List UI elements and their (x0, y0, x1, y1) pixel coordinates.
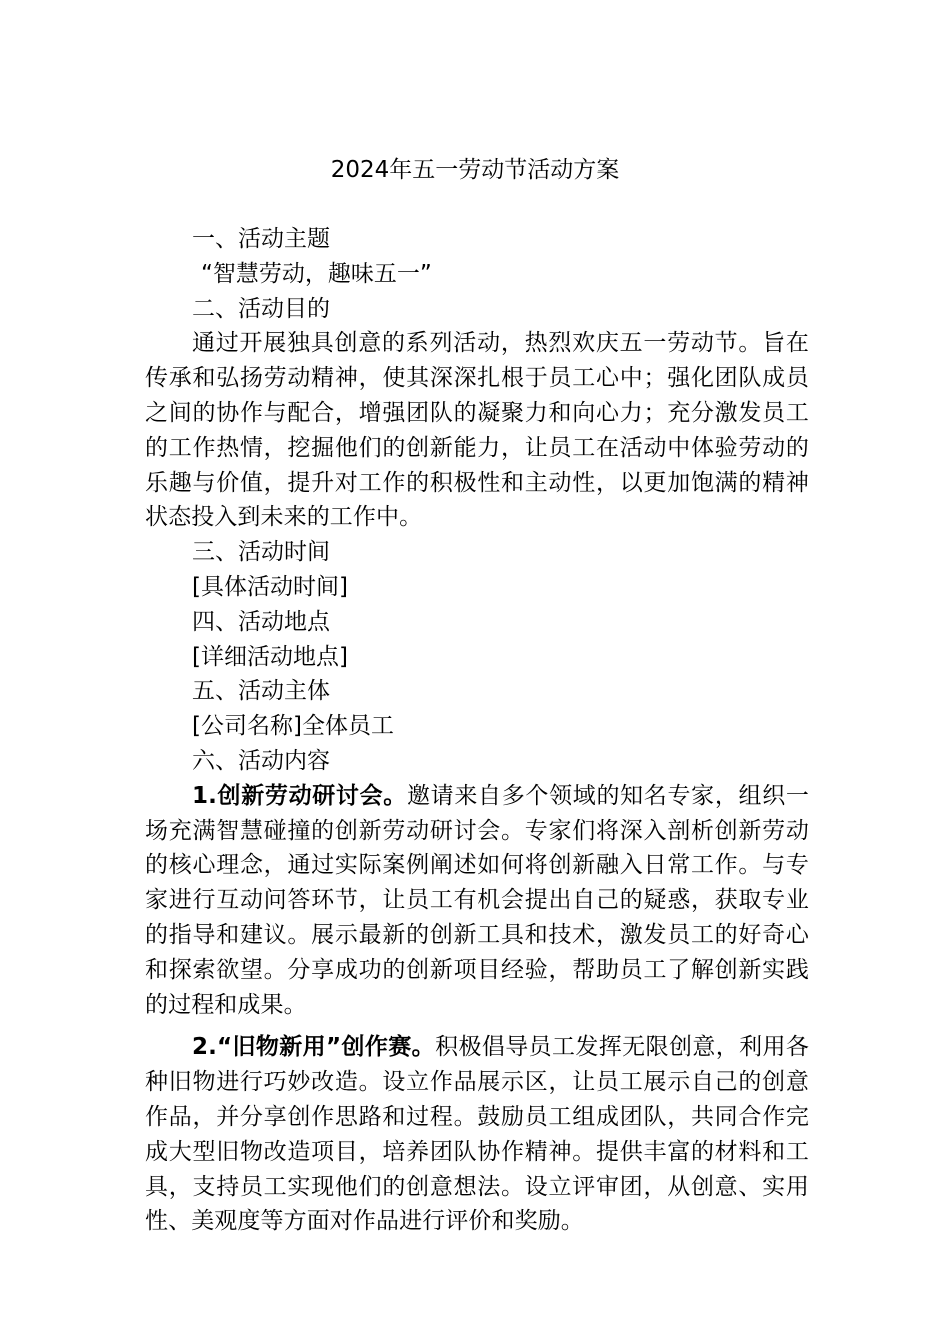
content-item-2 (145, 1030, 809, 1239)
time-text: [具体活动时间] (192, 573, 348, 600)
content-item-1-text: 邀请来自多个领域的知名专家，组织一场充满智慧碰撞的创新劳动研讨会。专家们将深入剖析创新劳动的核心理念，通过实际案例阐述如何将创新融入日常工作。与专家进行互动问答环节，让员工有机会提出自己的疑惑，获取专业的指导和建议。展示最新的创新工具和技术，激发员工的好奇心和探索欲望。分享成功的创新项目经验，帮助员工了解创新实践的过程和成果。 (145, 782, 809, 1018)
section-heading-content: 六、活动内容 (192, 747, 330, 774)
document-body (145, 222, 809, 1239)
section-heading-time: 三、活动时间 (192, 539, 330, 566)
content-item-2-text: 积极倡导员工发挥无限创意，利用各种旧物进行巧妙改造。设立作品展示区，让员工展示自己的创意作品，并分享创作思路和过程。鼓励员工组成团队，共同合作完成大型旧物改造项目，培养团队协作精神。提供丰富的材料和工具，支持员工实现他们的创意想法。设立评审团，从创意、实用性、美观度等方面对作品进行评价和奖励。 (145, 1034, 809, 1235)
section-heading-subject: 五、活动主体 (192, 678, 330, 705)
place-text: [详细活动地点] (192, 643, 348, 670)
content-item-2-lead: 2.“旧物新用”创作赛。 (192, 1034, 436, 1061)
section-heading-place: 四、活动地点 (192, 608, 330, 635)
subject-text: [公司名称]全体员工 (192, 713, 394, 740)
theme-text: “智慧劳动，趣味五一” (201, 260, 432, 287)
content-item-1 (145, 779, 809, 1023)
section-heading-theme: 一、活动主题 (192, 226, 330, 252)
section-heading-purpose: 二、活动目的 (192, 295, 330, 322)
purpose-paragraph: 通过开展独具创意的系列活动，热烈欢庆五一劳动节。旨在传承和弘扬劳动精神，使其深深扎根于员工心中；强化团队成员之间的协作与配合，增强团队的凝聚力和向心力；充分激发员工的工作热情，挖掘他们的创新能力，让员工在活动中体验劳动的乐趣与价值，提升对工作的积极性和主动性，以更加饱满的精神状态投入到未来的工作中。 (145, 330, 809, 531)
content-item-1-lead: 1.创新劳动研讨会。 (192, 782, 407, 809)
document-title: 2024年五一劳动节活动方案 (330, 157, 620, 183)
